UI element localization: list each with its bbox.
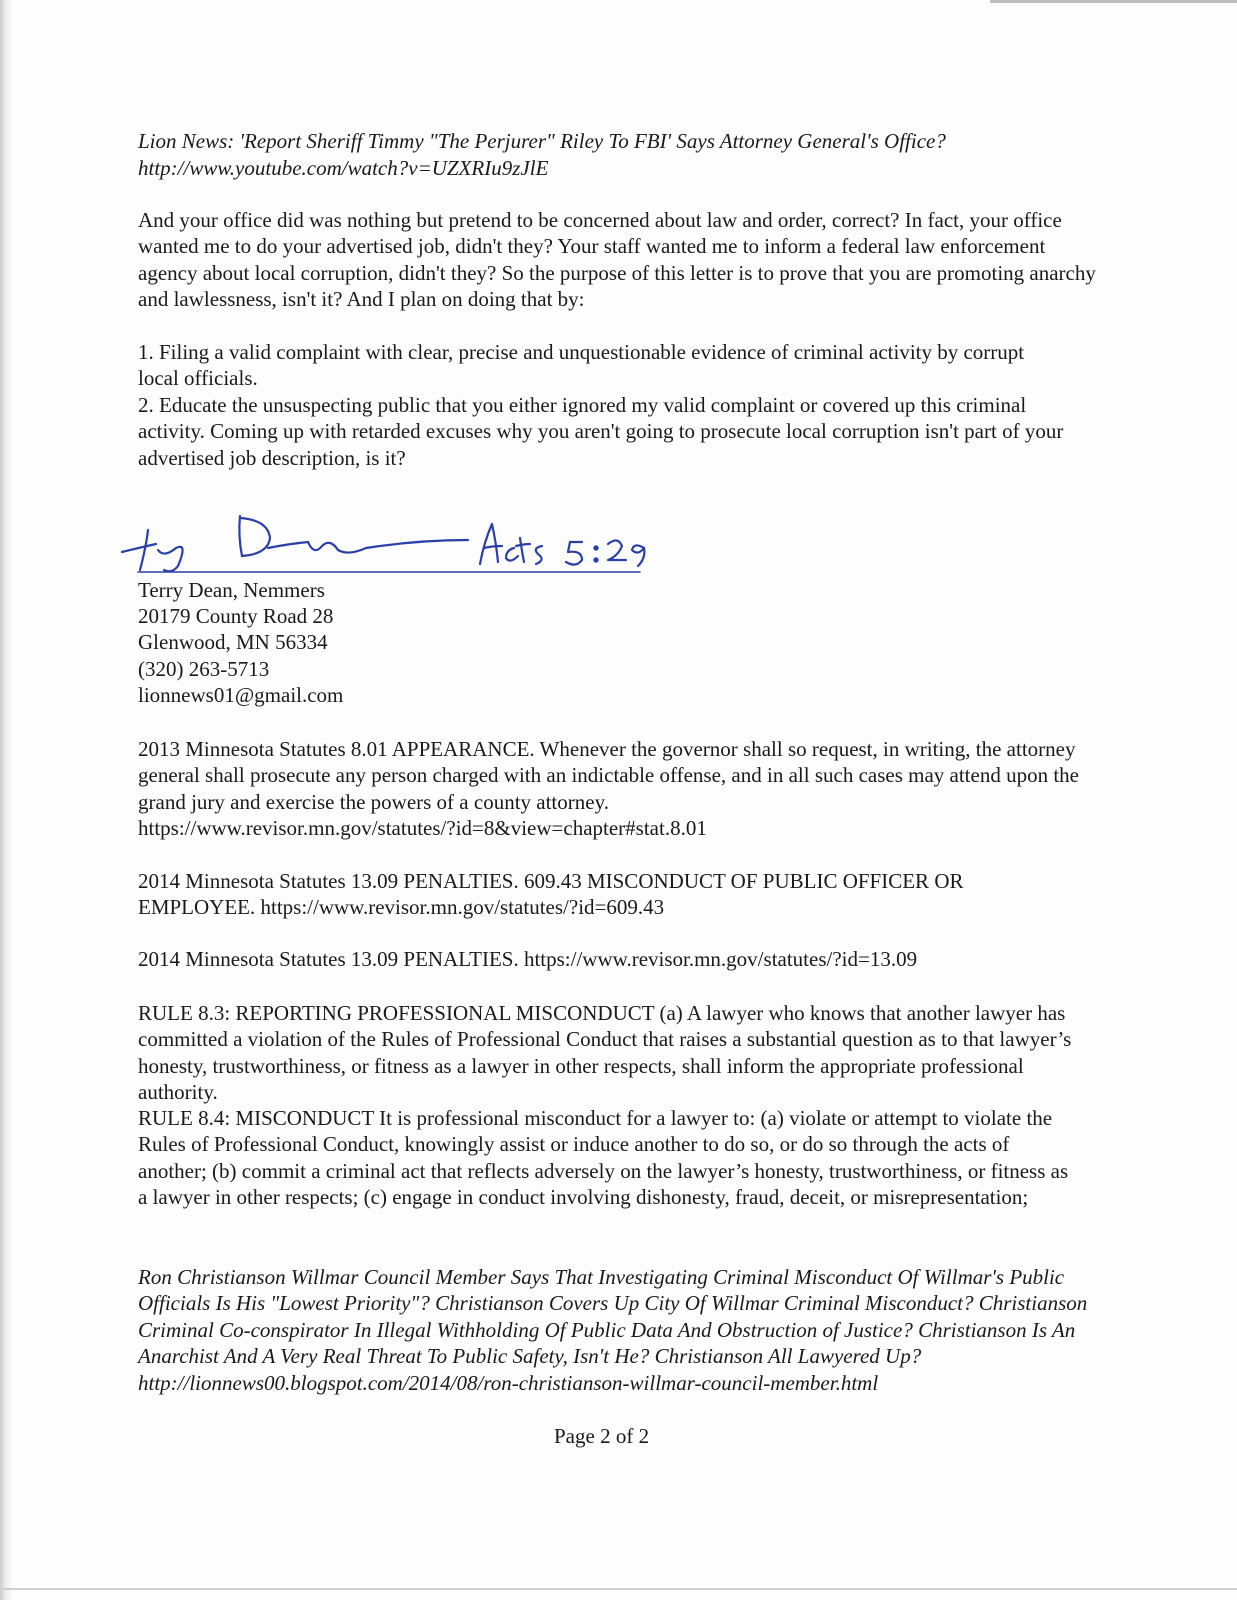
rule-8-3: RULE 8.3: REPORTING PROFESSIONAL MISCONDUCT (a) A lawyer who knows that another lawyer has committed a violation of the Rules of Professional Conduct that raises a substantial question as to that lawyer’s honesty, trustworthiness, or fitness as a lawyer in other respects, shall inform the appropriate professional authority. bbox=[138, 1001, 1072, 1105]
scan-left-shadow bbox=[0, 0, 12, 1600]
signature-icon bbox=[118, 512, 678, 582]
rule-8-4: RULE 8.4: MISCONDUCT It is professional misconduct for a lawyer to: (a) violate or attempt to violate the Rules of Professional Conduct, knowingly assist or induce another to do so, or do so through the acts of another; (b) commit a criminal act that reflects adversely on the lawyer’s honesty, trustworthiness, or fitness as a lawyer in other respects; (c) engage in conduct involving dishonesty, fraud, deceit, or misrepresentation; bbox=[138, 1106, 1069, 1210]
signer-name: Terry Dean, Nemmers bbox=[138, 578, 325, 602]
header-link-title: Lion News: 'Report Sheriff Timmy "The Perjurer" Riley To FBI' Says Attorney General's Office? bbox=[138, 129, 946, 153]
signer-address-line1: 20179 County Road 28 bbox=[138, 604, 334, 628]
scan-top-edge bbox=[990, 0, 1237, 3]
header-link-url: http://www.youtube.com/watch?v=UZXRIu9zJlE bbox=[138, 156, 549, 180]
signer-email: lionnews01@gmail.com bbox=[138, 683, 344, 707]
footer-article: Ron Christianson Willmar Council Member Says That Investigating Criminal Misconduct Of Willmar's Public Officials Is His "Lowest Priority"? Christianson Covers Up City Of Willmar Criminal Misconduct? Christianson Criminal Co-conspirator In Illegal Withholding Of Public Data And Obstruction of Justice? Christianson Is An Anarchist And A Very Real Threat To Public Safety, Isn't He? Christianson All Lawyered Up? http://lionnews00.blogspot.com/2014/08/ron-christianson-willmar-council-member.html bbox=[138, 1265, 1088, 1395]
signer-phone: (320) 263-5713 bbox=[138, 657, 270, 681]
plan-item-2: 2. Educate the unsuspecting public that you either ignored my valid complaint or covered up this criminal activity. Coming up with retarded excuses why you aren't going to prosecute local corruption isn't part of your advertised job description, is it? bbox=[138, 393, 1064, 470]
signer-address-line2: Glenwood, MN 56334 bbox=[138, 630, 328, 654]
handwritten-signature bbox=[118, 512, 678, 582]
statute-609-43: 2014 Minnesota Statutes 13.09 PENALTIES. 609.43 MISCONDUCT OF PUBLIC OFFICER OR EMPLOYEE. https://www.revisor.mn.gov/statutes/?id=609.43 bbox=[138, 869, 964, 920]
plan-item-1: 1. Filing a valid complaint with clear, precise and unquestionable evidence of criminal activity by corrupt local officials. bbox=[138, 340, 1025, 391]
body-paragraph: And your office did was nothing but pretend to be concerned about law and order, correct? In fact, your office wanted me to do your advertised job, didn't they? Your staff wanted me to inform a federal law enforcement agency about local corruption, didn't they? So the purpose of this letter is to prove that you are promoting anarchy and lawlessness, isn't it? And I plan on doing that by: bbox=[138, 208, 1096, 312]
page-number: Page 2 of 2 bbox=[554, 1424, 650, 1448]
scan-bottom-edge bbox=[0, 1588, 1237, 1590]
statute-8-01: 2013 Minnesota Statutes 8.01 APPEARANCE. Whenever the governor shall so request, in writing, the attorney general shall prosecute any person charged with an indictable offense, and in all such cases may attend upon the grand jury and exercise the powers of a county attorney. https://www.revisor.mn.gov/statutes/?id=8&view=chapter#stat.8.01 bbox=[138, 737, 1079, 841]
statute-13-09: 2014 Minnesota Statutes 13.09 PENALTIES. https://www.revisor.mn.gov/statutes/?id=13.09 bbox=[138, 947, 918, 971]
